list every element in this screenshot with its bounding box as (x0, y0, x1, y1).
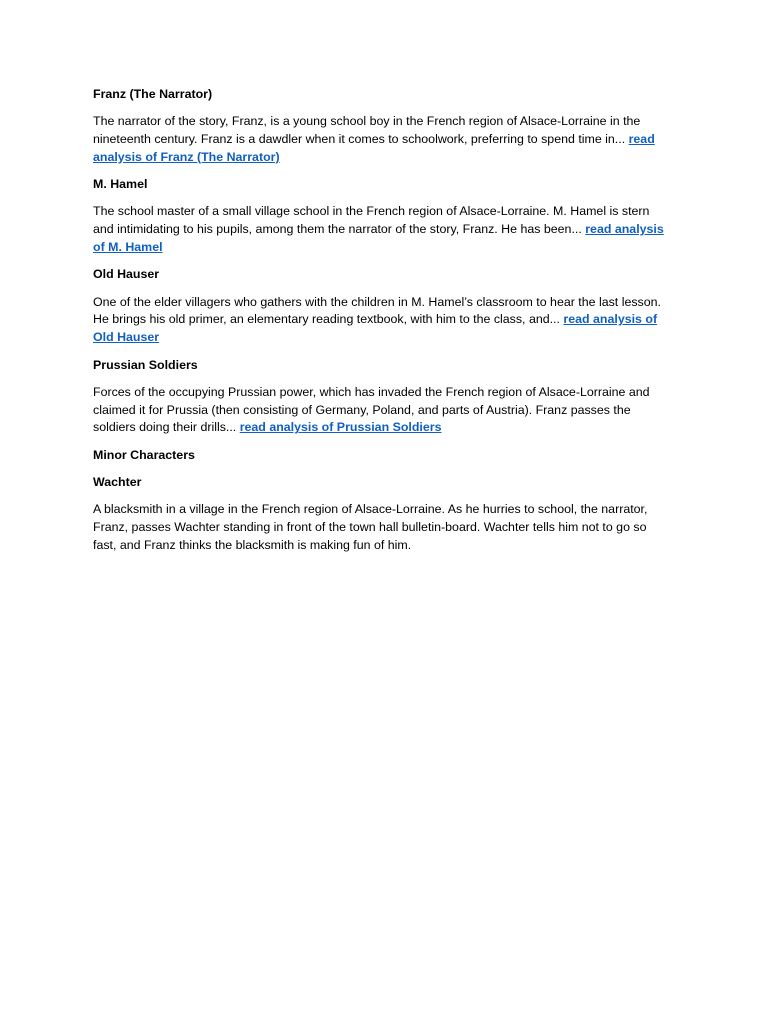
heading-prussian-soldiers: Prussian Soldiers (93, 357, 198, 372)
link-analysis-franz[interactable]: read analysis of Franz (The Narrator) (93, 132, 655, 164)
heading-old-hauser: Old Hauser (93, 267, 160, 282)
heading-franz: Franz (The Narrator) (93, 87, 213, 101)
paragraph-m-hamel-text: The school master of a small village school in the French region of Alsace-Lorraine. M. Hamel is stern and intimidating to his pupils, among them the narrator of the story, Franz. He has been... (93, 204, 650, 237)
heading-m-hamel: M. Hamel (93, 177, 148, 192)
paragraph-old-hauser-text: One of the elder villagers who gathers with the children in M. Hamel’s classroom to hear the last lesson. He brings his old primer, an elementary reading textbook, with him to the class, and... (93, 294, 661, 327)
heading-wachter: Wachter (93, 475, 142, 490)
document-page (93, 86, 673, 564)
paragraph-franz (93, 113, 673, 166)
paragraph-wachter: A blacksmith in a village in the French region of Alsace-Lorraine. As he hurries to school, the narrator, Franz, passes Wachter standing in front of the town hall bulletin-board. Wachter tells him not to go so fast, and Franz thinks the blacksmith is making fun of him. (93, 502, 648, 552)
paragraph-m-hamel (93, 203, 673, 256)
link-analysis-prussian-soldiers[interactable]: read analysis of Prussian Soldiers (239, 420, 442, 435)
link-analysis-m-hamel[interactable]: read analysis of M. Hamel (93, 222, 664, 255)
paragraph-old-hauser (93, 294, 673, 347)
heading-minor-characters: Minor Characters (93, 447, 195, 462)
paragraph-prussian-soldiers-text: Forces of the occupying Prussian power, which has invaded the French region of Alsace-Lorraine and claimed it for Prussia (then consisting of Germany, Poland, and parts of Austria). Franz passes the soldiers doing their drills... (93, 384, 650, 435)
link-analysis-old-hauser[interactable]: read analysis of Old Hauser (93, 312, 658, 345)
paragraph-prussian-soldiers (93, 384, 673, 437)
paragraph-franz-text: The narrator of the story, Franz, is a young school boy in the French region of Alsace-Lorraine in the nineteenth century. Franz is a dawdler when it comes to schoolwork, preferring to spend time in... (93, 114, 641, 147)
